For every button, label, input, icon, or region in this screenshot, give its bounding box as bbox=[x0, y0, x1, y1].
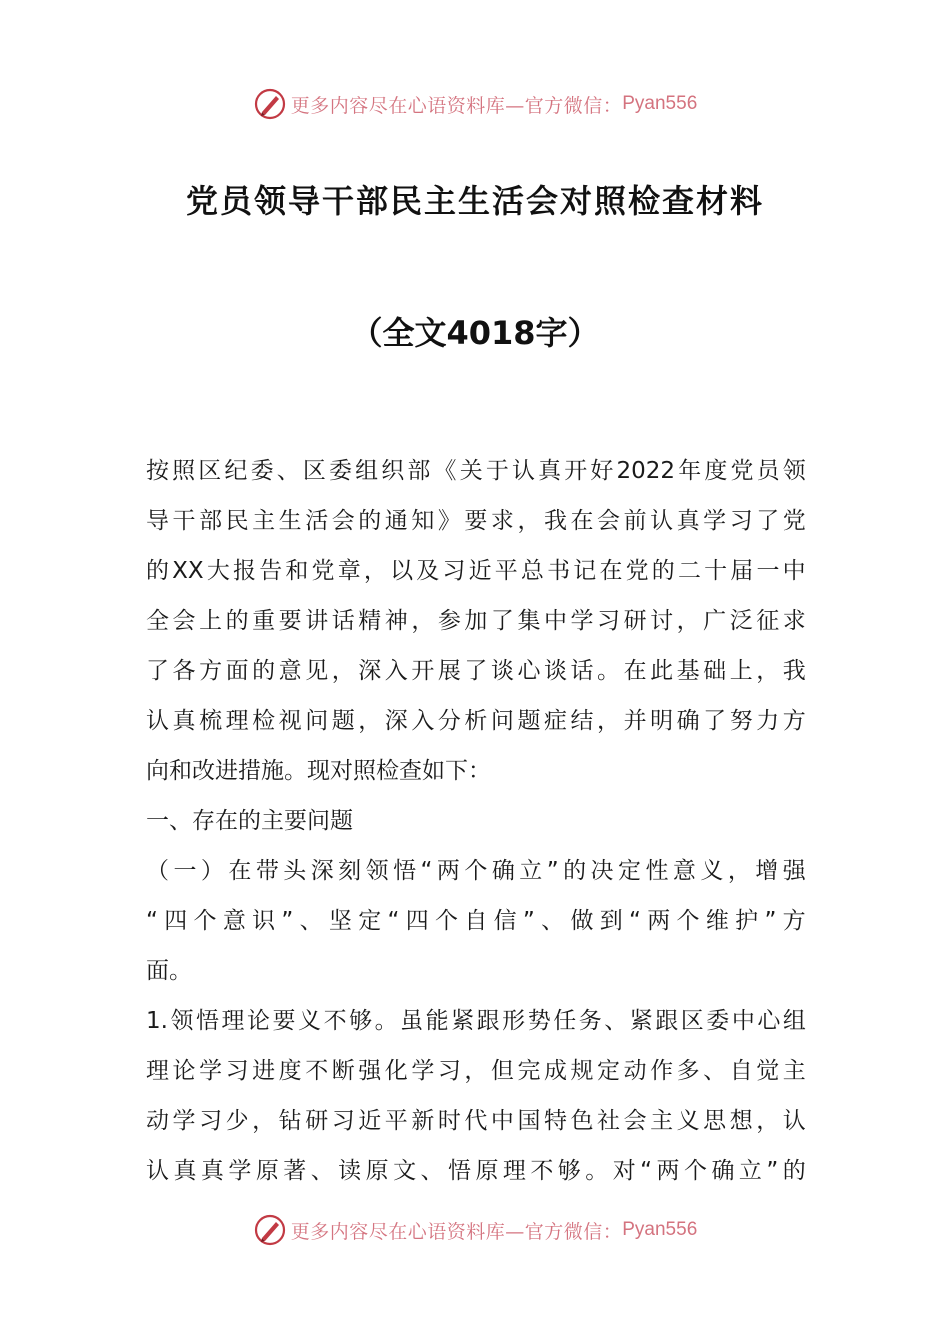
paragraph-line: 向 和 改 进 措 施 。 现 对 照 检 查 如 下 ： bbox=[146, 758, 491, 784]
paragraph-line: 认 真 真 学 原 著 、 读 原 文 、 悟 原 理 不 够 。 对 “ 两 个 确 立 ” 的 bbox=[146, 1158, 806, 1184]
paragraph-line: 理 论 学 习 进 度 不 断 强 化 学 习 ， 但 完 成 规 定 动 作 多 、 自 觉 主 bbox=[146, 1058, 806, 1084]
document-body bbox=[146, 446, 806, 1196]
watermark-text: 更多内容尽在心语资料库—官方微信： bbox=[290, 1220, 623, 1243]
document-subtitle: （全文4018字） bbox=[350, 314, 600, 352]
paragraph-line: 1. 领 悟 理 论 要 义 不 够 。 虽 能 紧 跟 形 势 任 务 、 紧 跟 区 委 中 心 组 bbox=[146, 1008, 806, 1034]
watermark-wechat-id: Pyan556 bbox=[622, 93, 698, 114]
watermark-text: 更多内容尽在心语资料库—官方微信： bbox=[290, 94, 623, 117]
paragraph-line: 的 XX 大 报 告 和 党 章 ， 以 及 习 近 平 总 书 记 在 党 的 二 十 届 一 中 bbox=[146, 558, 806, 584]
paragraph-line: 认 真 梳 理 检 视 问 题 ， 深 入 分 析 问 题 症 结 ， 并 明 确 了 努 力 方 bbox=[146, 708, 806, 734]
paragraph-line: “ 四 个 意 识 ” 、 坚 定 “ 四 个 自 信 ” 、 做 到 “ 两 个 维 护 ” 方 bbox=[146, 908, 806, 934]
paragraph-line: 全 会 上 的 重 要 讲 话 精 神 ， 参 加 了 集 中 学 习 研 讨 ， 广 泛 征 求 bbox=[146, 608, 806, 634]
paragraph-line: 按 照 区 纪 委 、 区 委 组 织 部 《 关 于 认 真 开 好 2022 年 度 党 员 领 bbox=[146, 458, 806, 484]
paragraph-line: 一 、 存 在 的 主 要 问 题 bbox=[146, 808, 353, 834]
paragraph-line: 动 学 习 少 ， 钻 研 习 近 平 新 时 代 中 国 特 色 社 会 主 义 思 想 ， 认 bbox=[146, 1108, 806, 1134]
paragraph-line: 了 各 方 面 的 意 见 ， 深 入 开 展 了 谈 心 谈 话 。 在 此 基 础 上 ， 我 bbox=[146, 658, 806, 684]
paragraph-line: 导 干 部 民 主 生 活 会 的 通 知 》 要 求 ， 我 在 会 前 认 真 学 习 了 党 bbox=[146, 508, 806, 534]
pen-circle-logo-icon bbox=[253, 87, 287, 121]
pen-circle-logo-icon bbox=[253, 1213, 287, 1247]
paragraph-line: （ 一 ） 在 带 头 深 刻 领 悟 “ 两 个 确 立 ” 的 决 定 性 意 义 ， 增 强 bbox=[146, 858, 806, 884]
watermark-wechat-id: Pyan556 bbox=[622, 1219, 698, 1240]
paragraph-line: 面 。 bbox=[146, 958, 192, 984]
header-watermark bbox=[0, 84, 950, 124]
document-title: 党员领导干部民主生活会对照检查材料 bbox=[185, 182, 764, 220]
footer-watermark bbox=[0, 1210, 950, 1250]
